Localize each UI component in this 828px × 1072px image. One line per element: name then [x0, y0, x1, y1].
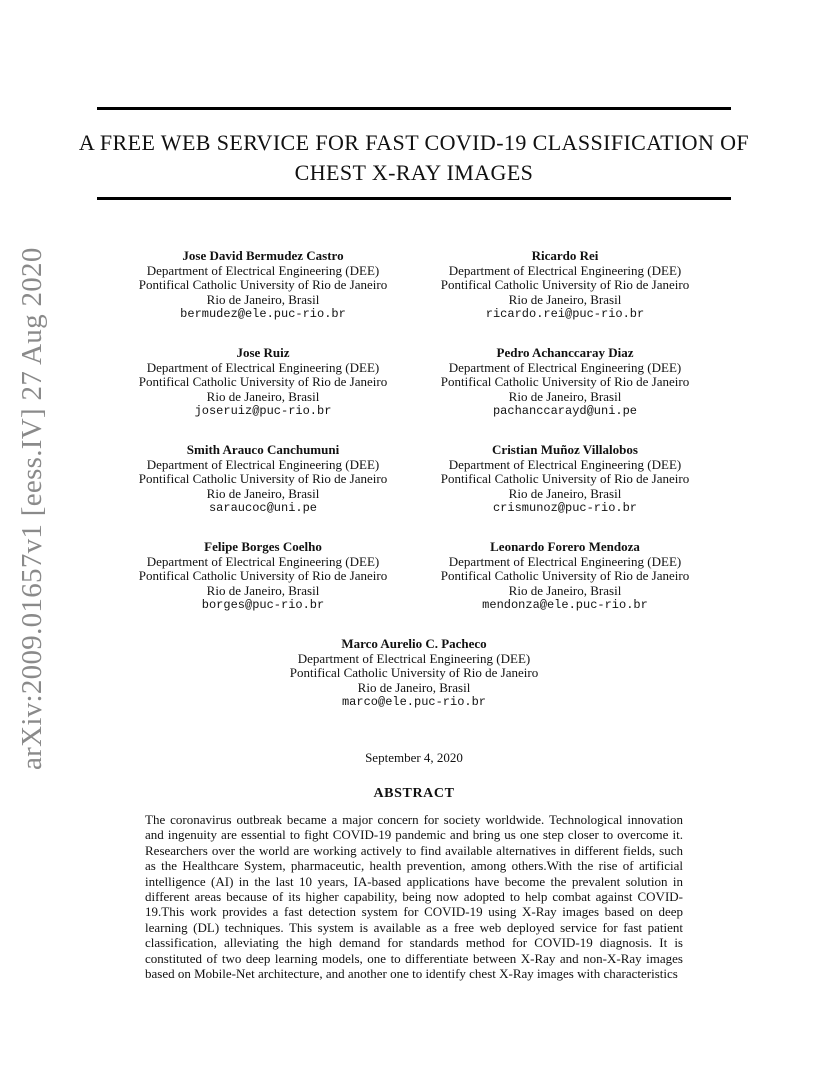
title-line-1: A FREE WEB SERVICE FOR FAST COVID-19 CLASSIFICATION OF	[78, 130, 750, 155]
author-university: Pontifical Catholic University of Rio de Janeiro	[138, 568, 388, 584]
author-name: Felipe Borges Coelho	[204, 539, 322, 554]
author-email[interactable]: crismunoz@puc-rio.br	[492, 501, 638, 516]
author-city: Rio de Janeiro, Brasil	[508, 485, 622, 501]
author-block	[415, 346, 715, 419]
author-department: Department of Electrical Engineering (DEE)	[146, 553, 380, 569]
author-name: Jose Ruiz	[236, 345, 290, 360]
author-email[interactable]: bermudez@ele.puc-rio.br	[180, 307, 346, 322]
author-city: Rio de Janeiro, Brasil	[508, 582, 622, 598]
title-bottom-rule	[97, 197, 731, 200]
author-department: Department of Electrical Engineering (DEE)	[146, 456, 380, 472]
paper-date: September 4, 2020	[365, 750, 463, 765]
author-block	[113, 540, 413, 613]
title-top-rule	[97, 107, 731, 110]
author-department: Department of Electrical Engineering (DEE)	[448, 262, 682, 278]
author-city: Rio de Janeiro, Brasil	[508, 291, 622, 307]
author-city: Rio de Janeiro, Brasil	[206, 582, 320, 598]
author-block	[264, 637, 564, 710]
author-name: Cristian Muñoz Villalobos	[492, 442, 638, 457]
author-email[interactable]: mendonza@ele.puc-rio.br	[482, 598, 648, 613]
author-block	[415, 540, 715, 613]
author-block	[113, 346, 413, 419]
author-department: Department of Electrical Engineering (DEE)	[448, 553, 682, 569]
author-name: Leonardo Forero Mendoza	[490, 539, 640, 554]
title-line-2: CHEST X-RAY IMAGES	[294, 160, 534, 185]
author-block	[415, 249, 715, 322]
author-department: Department of Electrical Engineering (DEE)	[297, 650, 531, 666]
author-university: Pontifical Catholic University of Rio de Janeiro	[138, 277, 388, 293]
author-name: Smith Arauco Canchumuni	[186, 442, 340, 457]
author-name: Marco Aurelio C. Pacheco	[341, 636, 487, 651]
paper-title	[60, 128, 768, 188]
author-email[interactable]: ricardo.rei@puc-rio.br	[485, 307, 645, 322]
author-city: Rio de Janeiro, Brasil	[206, 485, 320, 501]
author-university: Pontifical Catholic University of Rio de Janeiro	[138, 471, 388, 487]
author-city: Rio de Janeiro, Brasil	[357, 679, 471, 695]
author-name: Jose David Bermudez Castro	[182, 248, 344, 263]
author-university: Pontifical Catholic University of Rio de Janeiro	[440, 374, 690, 390]
author-email[interactable]: joseruiz@puc-rio.br	[194, 404, 332, 419]
author-university: Pontifical Catholic University of Rio de Janeiro	[440, 568, 690, 584]
author-email[interactable]: borges@puc-rio.br	[201, 598, 325, 613]
author-email[interactable]: marco@ele.puc-rio.br	[341, 695, 487, 710]
author-block	[113, 443, 413, 516]
author-city: Rio de Janeiro, Brasil	[206, 388, 320, 404]
author-block	[415, 443, 715, 516]
author-block	[113, 249, 413, 322]
author-university: Pontifical Catholic University of Rio de Janeiro	[289, 665, 539, 681]
author-name: Ricardo Rei	[531, 248, 599, 263]
author-university: Pontifical Catholic University of Rio de Janeiro	[440, 277, 690, 293]
author-email[interactable]: saraucoc@uni.pe	[208, 501, 318, 516]
author-department: Department of Electrical Engineering (DEE)	[146, 359, 380, 375]
author-university: Pontifical Catholic University of Rio de Janeiro	[138, 374, 388, 390]
author-city: Rio de Janeiro, Brasil	[508, 388, 622, 404]
abstract-heading: ABSTRACT	[373, 786, 455, 801]
author-department: Department of Electrical Engineering (DEE)	[448, 456, 682, 472]
abstract-text: The coronavirus outbreak became a major concern for society worldwide. Technological innovation and ingenuity are essential to fight COVID-19 pandemic and bring us one step closer to overcome it. Researchers over the world are working actively to find available alternatives in different fields, such as the Healthcare System, pharmaceutic, health prevention, among others.With the rise of artificial intelligence (AI) in the last 10 years, IA-based applications have become the prevalent solution in different areas because of its higher capability, being now adopted to help combat against COVID-19.This work provides a fast detection system for COVID-19 using X-Ray images based on deep learning (DL) techniques. This system is available as a free web deployed service for fast patient classification, alleviating the high demand for standards method for COVID-19 diagnosis. It is constituted of two deep learning models, one to differentiate between X-Ray and non-X-Ray images based on Mobile-Net architecture, and another one to identify chest X-Ray images with characteristics	[145, 812, 683, 982]
arxiv-identifier: arXiv:2009.01657v1 [eess.IV] 27 Aug 2020	[16, 247, 48, 770]
author-department: Department of Electrical Engineering (DEE)	[448, 359, 682, 375]
author-name: Pedro Achanccaray Diaz	[496, 345, 634, 360]
author-city: Rio de Janeiro, Brasil	[206, 291, 320, 307]
author-email[interactable]: pachanccarayd@uni.pe	[492, 404, 638, 419]
author-department: Department of Electrical Engineering (DEE)	[146, 262, 380, 278]
author-university: Pontifical Catholic University of Rio de Janeiro	[440, 471, 690, 487]
